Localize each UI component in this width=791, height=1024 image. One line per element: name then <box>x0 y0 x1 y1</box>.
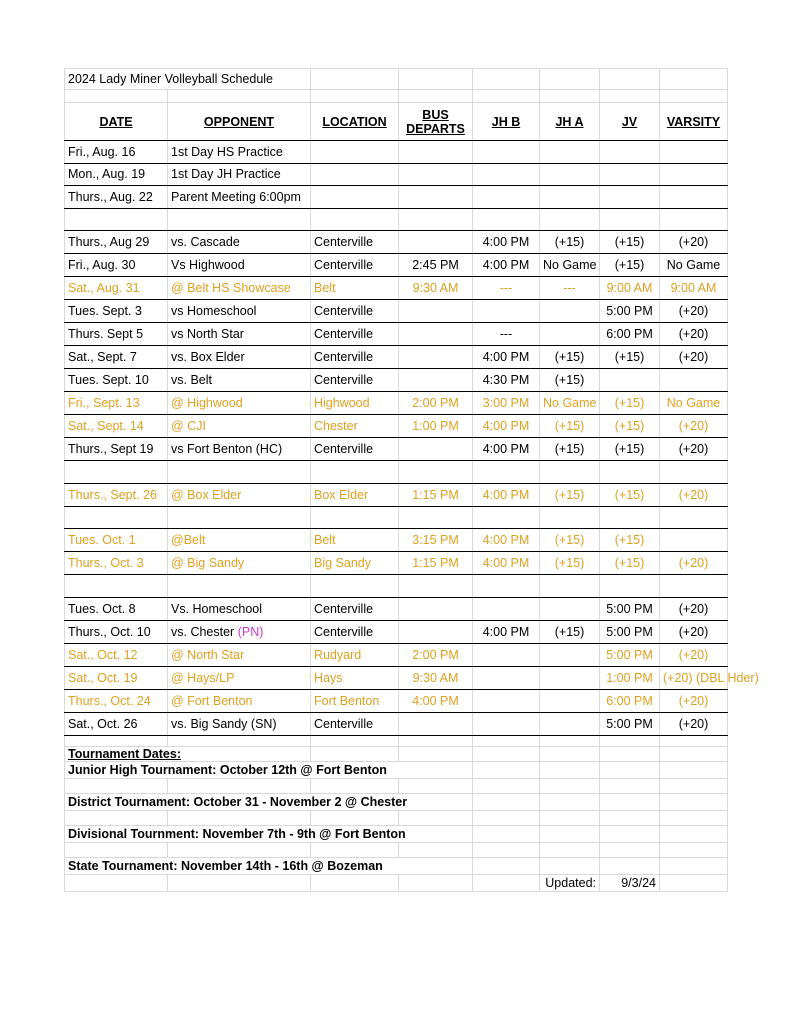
game-jv: 1:00 PM <box>600 666 660 689</box>
game-date: Thurs., Oct. 3 <box>65 552 168 575</box>
game-row <box>65 277 728 300</box>
game-opponent <box>168 254 311 277</box>
tournament-item: District Tournament: October 31 - November 2 @ Chester <box>65 793 473 810</box>
header-row <box>65 103 728 141</box>
game-jv: (+15) <box>600 392 660 415</box>
header-opponent: OPPONENT <box>168 103 311 141</box>
game-opponent <box>168 666 311 689</box>
game-jha: (+15) <box>540 231 600 254</box>
updated-row <box>65 874 728 891</box>
game-bus-departs: 1:15 PM <box>399 483 473 506</box>
header-varsity: VARSITY <box>660 103 728 141</box>
schedule-table <box>64 68 759 892</box>
game-opponent <box>168 277 311 300</box>
game-bus-departs: 9:30 AM <box>399 666 473 689</box>
game-date: Sat., Oct. 12 <box>65 643 168 666</box>
schedule-sheet <box>64 68 759 892</box>
game-jv: (+15) <box>600 254 660 277</box>
game-date: Tues. Sept. 3 <box>65 300 168 323</box>
game-bus-departs <box>399 597 473 620</box>
game-date: Sat., Oct. 26 <box>65 712 168 735</box>
game-jha <box>540 712 600 735</box>
game-varsity: (+20) <box>660 552 728 575</box>
game-varsity: (+20) <box>660 597 728 620</box>
game-jhb: 4:00 PM <box>473 254 540 277</box>
game-varsity: (+20) <box>660 643 728 666</box>
header-bus-departs <box>399 103 473 141</box>
game-varsity: (+20) <box>660 415 728 438</box>
preseason-event: 1st Day HS Practice <box>168 141 311 164</box>
game-location: Rudyard <box>311 643 399 666</box>
game-location: Centerville <box>311 597 399 620</box>
tournament-row <box>65 793 728 810</box>
game-row <box>65 597 728 620</box>
game-jv: (+15) <box>600 438 660 461</box>
game-jv: (+15) <box>600 483 660 506</box>
game-jhb <box>473 689 540 712</box>
header-jhb: JH B <box>473 103 540 141</box>
game-jha <box>540 689 600 712</box>
game-jv: 5:00 PM <box>600 597 660 620</box>
opponent-name: vs. Box Elder <box>171 350 245 364</box>
game-date: Thurs., Sept. 26 <box>65 483 168 506</box>
game-bus-departs: 3:15 PM <box>399 529 473 552</box>
game-date: Sat., Aug. 31 <box>65 277 168 300</box>
opponent-name: vs. Cascade <box>171 235 240 249</box>
game-jhb: 4:00 PM <box>473 552 540 575</box>
game-jhb <box>473 666 540 689</box>
tournament-heading: Tournament Dates: <box>65 746 311 761</box>
blank-row <box>65 208 728 231</box>
game-location: Centerville <box>311 300 399 323</box>
game-date: Sat., Sept. 14 <box>65 415 168 438</box>
game-varsity: (+20) <box>660 712 728 735</box>
game-bus-departs <box>399 231 473 254</box>
game-location: Fort Benton <box>311 689 399 712</box>
game-jhb: 4:00 PM <box>473 483 540 506</box>
game-jv: 5:00 PM <box>600 712 660 735</box>
game-opponent <box>168 369 311 392</box>
blank-row <box>65 461 728 484</box>
game-row <box>65 666 728 689</box>
game-jv: (+15) <box>600 231 660 254</box>
game-jha: --- <box>540 277 600 300</box>
opponent-name: Vs. Homeschool <box>171 601 263 616</box>
game-location: Centerville <box>311 323 399 346</box>
game-opponent <box>168 689 311 712</box>
header-bus-line2: DEPARTS <box>406 121 465 136</box>
game-jv: 6:00 PM <box>600 689 660 712</box>
game-jhb <box>473 643 540 666</box>
game-bus-departs: 2:00 PM <box>399 643 473 666</box>
game-date: Fri., Aug. 30 <box>65 254 168 277</box>
header-jha: JH A <box>540 103 600 141</box>
preseason-row <box>65 163 728 186</box>
game-location: Centerville <box>311 620 399 643</box>
game-date: Tues. Sept. 10 <box>65 369 168 392</box>
game-opponent <box>168 392 311 415</box>
preseason-event: 1st Day JH Practice <box>168 163 311 186</box>
opponent-name: vs. Big Sandy (SN) <box>171 716 277 731</box>
preseason-row <box>65 141 728 164</box>
game-row <box>65 483 728 506</box>
game-bus-departs: 9:30 AM <box>399 277 473 300</box>
game-date: Tues. Oct. 1 <box>65 529 168 552</box>
preseason-date: Fri., Aug. 16 <box>65 141 168 164</box>
game-row <box>65 552 728 575</box>
game-row <box>65 529 728 552</box>
opponent-name: vs Homeschool <box>171 304 257 318</box>
game-jha: (+15) <box>540 369 600 392</box>
game-location: Belt <box>311 529 399 552</box>
preseason-date: Mon., Aug. 19 <box>65 163 168 186</box>
game-opponent <box>168 712 311 735</box>
opponent-name: vs North Star <box>171 327 244 341</box>
game-date: Tues. Oct. 8 <box>65 597 168 620</box>
game-date: Fri., Sept. 13 <box>65 392 168 415</box>
game-opponent <box>168 415 311 438</box>
game-location: Hays <box>311 666 399 689</box>
game-location: Big Sandy <box>311 552 399 575</box>
game-opponent <box>168 300 311 323</box>
game-opponent <box>168 323 311 346</box>
game-jv: (+15) <box>600 552 660 575</box>
game-location: Centerville <box>311 346 399 369</box>
tournament-heading-row <box>65 746 728 761</box>
header-date: DATE <box>65 103 168 141</box>
game-location: Chester <box>311 415 399 438</box>
blank-row <box>65 575 728 598</box>
game-jha <box>540 323 600 346</box>
opponent-name: @ Big Sandy <box>171 556 245 570</box>
game-opponent <box>168 438 311 461</box>
tournament-item: Junior High Tournament: October 12th @ Fort Benton <box>65 761 473 778</box>
game-row <box>65 254 728 277</box>
game-row <box>65 323 728 346</box>
game-varsity: (+20) <box>660 346 728 369</box>
game-jha: (+15) <box>540 346 600 369</box>
blank-row <box>65 506 728 529</box>
game-bus-departs: 1:15 PM <box>399 552 473 575</box>
game-bus-departs <box>399 346 473 369</box>
game-jhb: 3:00 PM <box>473 392 540 415</box>
game-varsity: (+20) <box>660 300 728 323</box>
game-bus-departs <box>399 369 473 392</box>
game-opponent <box>168 552 311 575</box>
game-row <box>65 346 728 369</box>
game-date: Sat., Oct. 19 <box>65 666 168 689</box>
game-jhb: 4:00 PM <box>473 620 540 643</box>
game-opponent <box>168 597 311 620</box>
tournament-row <box>65 857 728 874</box>
game-opponent <box>168 346 311 369</box>
tournament-row <box>65 825 728 842</box>
game-varsity: (+20) <box>660 620 728 643</box>
game-opponent <box>168 620 311 643</box>
game-varsity: (+20) <box>660 689 728 712</box>
game-bus-departs: 1:00 PM <box>399 415 473 438</box>
opponent-name: @ Highwood <box>171 396 243 410</box>
opponent-name: @ CJI <box>171 419 206 433</box>
game-location: Belt <box>311 277 399 300</box>
tournament-row <box>65 761 728 778</box>
game-jha <box>540 643 600 666</box>
game-varsity: (+20) (DBL Hder) <box>660 666 728 689</box>
opponent-note: (PN) <box>237 624 264 639</box>
game-location: Box Elder <box>311 483 399 506</box>
game-bus-departs <box>399 712 473 735</box>
game-jhb: 4:00 PM <box>473 231 540 254</box>
opponent-name: @ Belt HS Showcase <box>171 281 291 295</box>
game-varsity <box>660 369 728 392</box>
game-row <box>65 643 728 666</box>
game-jha: (+15) <box>540 438 600 461</box>
game-jha: (+15) <box>540 415 600 438</box>
opponent-name: @ Box Elder <box>171 487 242 502</box>
game-jv <box>600 369 660 392</box>
game-jha: (+15) <box>540 552 600 575</box>
preseason-date: Thurs., Aug. 22 <box>65 186 168 209</box>
game-location: Centerville <box>311 231 399 254</box>
game-bus-departs: 2:45 PM <box>399 254 473 277</box>
game-jv: (+15) <box>600 346 660 369</box>
game-varsity <box>660 529 728 552</box>
game-jv: 5:00 PM <box>600 300 660 323</box>
preseason-row <box>65 186 728 209</box>
game-row <box>65 415 728 438</box>
game-varsity: (+20) <box>660 231 728 254</box>
header-jv: JV <box>600 103 660 141</box>
game-jhb <box>473 597 540 620</box>
game-bus-departs <box>399 620 473 643</box>
game-row <box>65 689 728 712</box>
game-jv: (+15) <box>600 415 660 438</box>
spacer-row <box>65 778 728 793</box>
game-jhb: --- <box>473 277 540 300</box>
game-jhb: 4:00 PM <box>473 346 540 369</box>
game-jha <box>540 597 600 620</box>
game-location: Centerville <box>311 438 399 461</box>
game-date: Sat., Sept. 7 <box>65 346 168 369</box>
opponent-name: @ North Star <box>171 647 245 662</box>
game-jha: (+15) <box>540 620 600 643</box>
game-jha <box>540 666 600 689</box>
game-jha: No Game <box>540 254 600 277</box>
game-date: Thurs., Aug 29 <box>65 231 168 254</box>
preseason-event: Parent Meeting 6:00pm <box>168 186 311 209</box>
game-jha <box>540 300 600 323</box>
game-jhb: 4:00 PM <box>473 415 540 438</box>
game-opponent <box>168 643 311 666</box>
game-date: Thurs., Oct. 24 <box>65 689 168 712</box>
game-jv: 5:00 PM <box>600 620 660 643</box>
game-date: Thurs., Oct. 10 <box>65 620 168 643</box>
game-location: Centerville <box>311 254 399 277</box>
opponent-name: @ Fort Benton <box>171 693 253 708</box>
game-varsity: No Game <box>660 254 728 277</box>
game-jv: 6:00 PM <box>600 323 660 346</box>
spacer-row <box>65 842 728 857</box>
game-bus-departs <box>399 438 473 461</box>
game-row <box>65 438 728 461</box>
game-bus-departs <box>399 300 473 323</box>
game-opponent <box>168 231 311 254</box>
game-location: Centerville <box>311 712 399 735</box>
game-jv: (+15) <box>600 529 660 552</box>
game-jhb <box>473 712 540 735</box>
game-varsity: 9:00 AM <box>660 277 728 300</box>
game-jhb: 4:30 PM <box>473 369 540 392</box>
updated-date: 9/3/24 <box>600 874 660 891</box>
game-bus-departs <box>399 323 473 346</box>
opponent-name: Vs Highwood <box>171 258 245 272</box>
page-title: 2024 Lady Miner Volleyball Schedule <box>65 69 311 90</box>
game-opponent <box>168 529 311 552</box>
game-jhb: 4:00 PM <box>473 438 540 461</box>
opponent-name: @Belt <box>171 533 206 547</box>
game-jhb: --- <box>473 323 540 346</box>
spacer-row <box>65 810 728 825</box>
game-jhb <box>473 300 540 323</box>
game-varsity: (+20) <box>660 438 728 461</box>
header-location: LOCATION <box>311 103 399 141</box>
opponent-name: vs. Chester <box>171 624 235 639</box>
game-row <box>65 369 728 392</box>
game-row <box>65 231 728 254</box>
game-jha: (+15) <box>540 529 600 552</box>
opponent-name: vs Fort Benton (HC) <box>171 442 283 456</box>
game-varsity: (+20) <box>660 483 728 506</box>
game-opponent <box>168 483 311 506</box>
game-jv: 9:00 AM <box>600 277 660 300</box>
game-jhb: 4:00 PM <box>473 529 540 552</box>
game-jv: 5:00 PM <box>600 643 660 666</box>
game-varsity: No Game <box>660 392 728 415</box>
game-row <box>65 620 728 643</box>
opponent-name: vs. Belt <box>171 373 212 387</box>
game-row <box>65 300 728 323</box>
game-bus-departs: 4:00 PM <box>399 689 473 712</box>
game-date: Thurs., Sept 19 <box>65 438 168 461</box>
opponent-name: @ Hays/LP <box>171 670 235 685</box>
game-jha: No Game <box>540 392 600 415</box>
game-location: Highwood <box>311 392 399 415</box>
game-bus-departs: 2:00 PM <box>399 392 473 415</box>
game-date: Thurs. Sept 5 <box>65 323 168 346</box>
updated-label: Updated: <box>540 874 600 891</box>
game-row <box>65 392 728 415</box>
game-varsity: (+20) <box>660 323 728 346</box>
tournament-item: Divisional Tournment: November 7th - 9th @ Fort Benton <box>65 825 473 842</box>
spacer-row <box>65 735 728 746</box>
game-location: Centerville <box>311 369 399 392</box>
game-row <box>65 712 728 735</box>
header-bus-line1: BUS <box>422 107 449 122</box>
tournament-item: State Tournament: November 14th - 16th @ Bozeman <box>65 857 473 874</box>
game-jha: (+15) <box>540 483 600 506</box>
